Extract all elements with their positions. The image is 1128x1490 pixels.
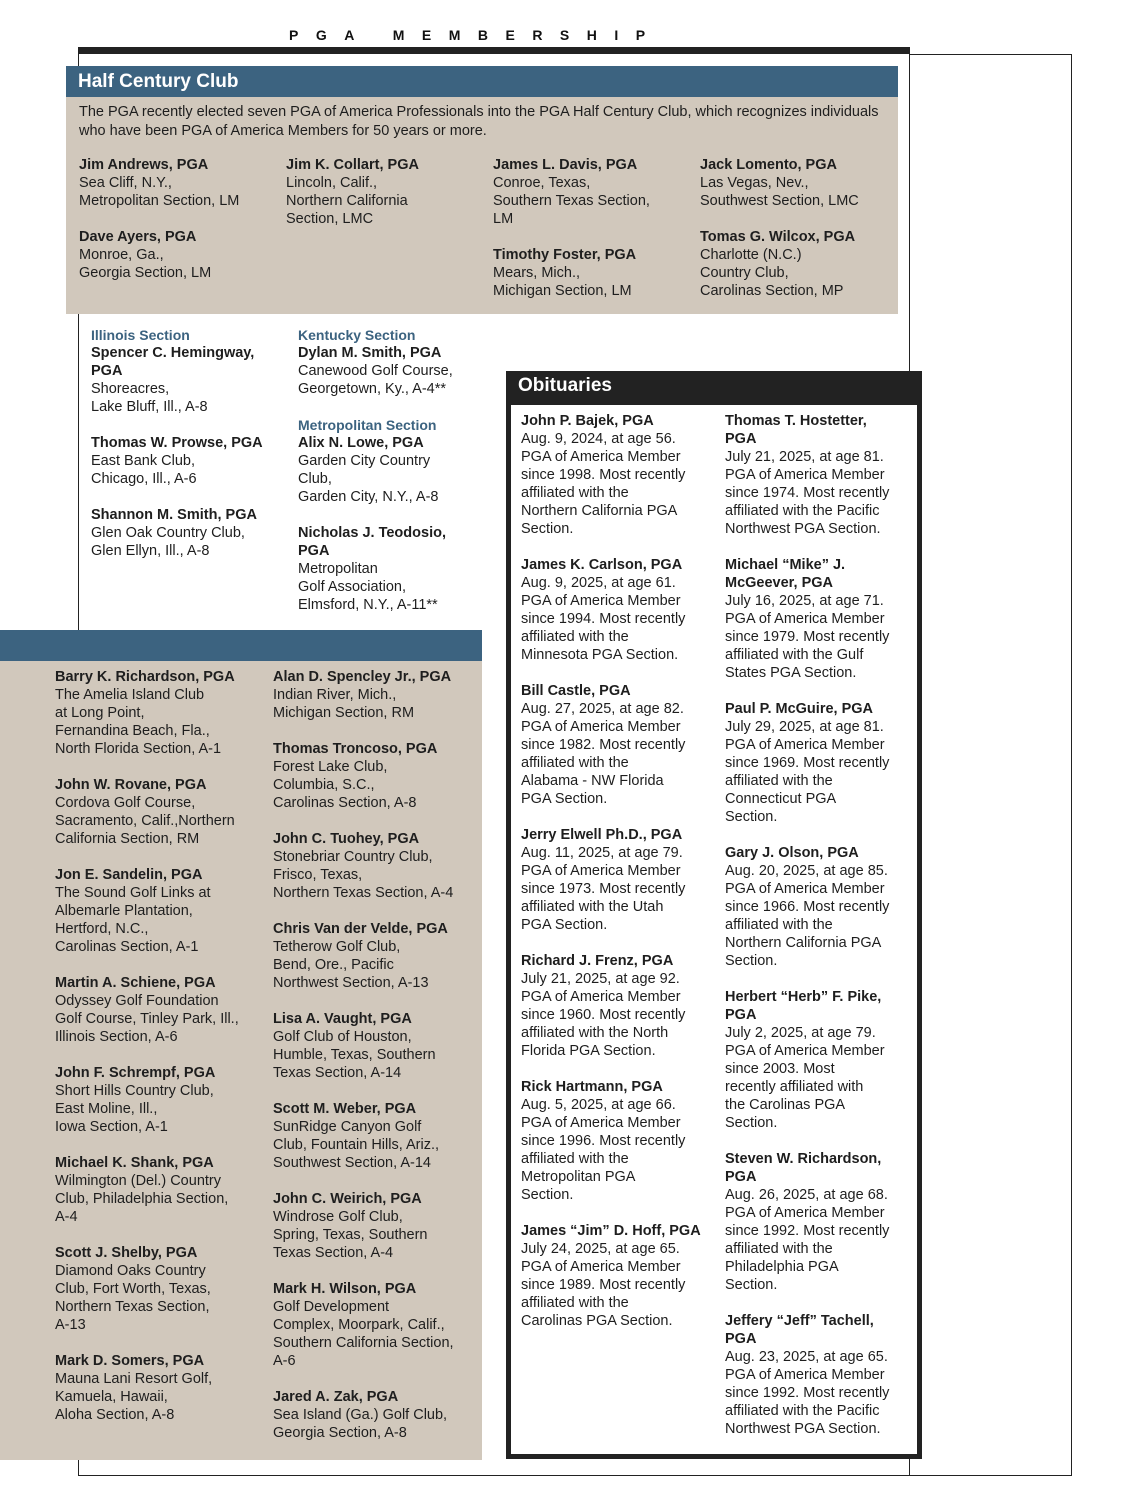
member-detail: Garden City Country bbox=[298, 453, 431, 469]
member-name-cont: McGeever, PGA bbox=[725, 575, 833, 591]
member-detail: Metropolitan bbox=[298, 561, 378, 577]
member-detail: Country Club, bbox=[700, 265, 789, 281]
member-detail: PGA Section. bbox=[521, 791, 608, 807]
member-detail: Club, Philadelphia Section, bbox=[55, 1191, 229, 1207]
member-name: Bill Castle, PGA bbox=[521, 683, 631, 699]
member-detail: Club, Fort Worth, Texas, bbox=[55, 1281, 211, 1297]
member-detail: Glen Ellyn, Ill., A-8 bbox=[91, 543, 210, 559]
member-detail: since 1960. Most recently bbox=[521, 1007, 686, 1023]
member-entry bbox=[55, 1244, 270, 1334]
member-detail: Lake Bluff, Ill., A-8 bbox=[91, 399, 208, 415]
member-name: Thomas W. Prowse, PGA bbox=[91, 435, 263, 451]
member-detail: Shoreacres, bbox=[91, 381, 170, 397]
member-detail: Florida PGA Section. bbox=[521, 1043, 656, 1059]
member-name: Herbert “Herb” F. Pike, bbox=[725, 989, 882, 1005]
member-name: Lisa A. Vaught, PGA bbox=[273, 1011, 412, 1027]
member-detail: Odyssey Golf Foundation bbox=[55, 993, 219, 1009]
member-entry bbox=[521, 412, 721, 538]
member-name-cont: PGA bbox=[725, 431, 757, 447]
member-name: Jeffery “Jeff” Tachell, bbox=[725, 1313, 874, 1329]
member-detail: Canewood Golf Course, bbox=[298, 363, 453, 379]
member-name: Thomas Troncoso, PGA bbox=[273, 741, 438, 757]
member-detail: Philadelphia PGA bbox=[725, 1259, 839, 1275]
member-name: James “Jim” D. Hoff, PGA bbox=[521, 1223, 701, 1239]
member-detail: Southern California Section, bbox=[273, 1335, 454, 1351]
member-entry bbox=[55, 1352, 270, 1424]
member-detail: Northern California PGA bbox=[725, 935, 882, 951]
member-detail: affiliated with the bbox=[521, 1295, 629, 1311]
member-detail: the Carolinas PGA bbox=[725, 1097, 846, 1113]
member-detail: Las Vegas, Nev., bbox=[700, 175, 809, 191]
member-entry bbox=[725, 988, 915, 1132]
member-detail: Cordova Golf Course, bbox=[55, 795, 196, 811]
member-detail: Northwest PGA Section. bbox=[725, 1421, 881, 1437]
member-detail: Carolinas PGA Section. bbox=[521, 1313, 673, 1329]
member-detail: Aug. 9, 2025, at age 61. bbox=[521, 575, 676, 591]
member-detail: Sea Island (Ga.) Golf Club, bbox=[273, 1407, 448, 1423]
member-detail: July 24, 2025, at age 65. bbox=[521, 1241, 680, 1257]
member-detail: Carolinas Section, A-1 bbox=[55, 939, 199, 955]
member-detail: PGA of America Member bbox=[521, 593, 681, 609]
member-detail: affiliated with the bbox=[521, 629, 629, 645]
member-detail: Albemarle Plantation, bbox=[55, 903, 193, 919]
member-detail: since 1996. Most recently bbox=[521, 1133, 686, 1149]
member-detail: Section. bbox=[725, 953, 778, 969]
member-name: Scott J. Shelby, PGA bbox=[55, 1245, 198, 1261]
member-detail: July 29, 2025, at age 81. bbox=[725, 719, 884, 735]
member-detail: Section, LMC bbox=[286, 211, 374, 227]
member-name: Nicholas J. Teodosio, bbox=[298, 525, 446, 541]
member-detail: affiliated with the bbox=[725, 917, 833, 933]
member-detail: Frisco, Texas, bbox=[273, 867, 363, 883]
member-detail: affiliated with the bbox=[725, 1241, 833, 1257]
member-detail: Hertford, N.C., bbox=[55, 921, 149, 937]
member-detail: Mears, Mich., bbox=[493, 265, 581, 281]
member-detail: Michigan Section, RM bbox=[273, 705, 415, 721]
member-detail: Alabama - NW Florida bbox=[521, 773, 664, 789]
member-detail: since 1998. Most recently bbox=[521, 467, 686, 483]
member-detail: PGA of America Member bbox=[521, 863, 681, 879]
member-entry bbox=[298, 524, 498, 614]
member-detail: Complex, Moorpark, Calif., bbox=[273, 1317, 445, 1333]
obituaries-title: Obituaries bbox=[506, 371, 922, 405]
lower-right-column bbox=[273, 668, 483, 1442]
member-detail: Carolinas Section, A-8 bbox=[273, 795, 417, 811]
member-detail: States PGA Section. bbox=[725, 665, 857, 681]
member-entry bbox=[521, 952, 721, 1060]
member-detail: Diamond Oaks Country bbox=[55, 1263, 206, 1279]
member-detail: Indian River, Mich., bbox=[273, 687, 397, 703]
page-header: PGA MEMBERSHIP bbox=[289, 27, 663, 43]
member-detail: California Section, RM bbox=[55, 831, 200, 847]
member-detail: East Moline, Ill., bbox=[55, 1101, 158, 1117]
member-entry bbox=[55, 1154, 270, 1226]
member-detail: Charlotte (N.C.) bbox=[700, 247, 802, 263]
member-detail: Golf Association, bbox=[298, 579, 406, 595]
member-name-cont: PGA bbox=[725, 1007, 757, 1023]
member-detail: Monroe, Ga., bbox=[79, 247, 164, 263]
member-detail: Aug. 26, 2025, at age 68. bbox=[725, 1187, 888, 1203]
member-detail: since 1979. Most recently bbox=[725, 629, 890, 645]
member-name-cont: PGA bbox=[725, 1331, 757, 1347]
member-detail: PGA of America Member bbox=[521, 1115, 681, 1131]
member-detail: Texas Section, A-14 bbox=[273, 1065, 402, 1081]
member-detail: Short Hills Country Club, bbox=[55, 1083, 214, 1099]
member-detail: affiliated with the bbox=[521, 1151, 629, 1167]
member-detail: July 2, 2025, at age 79. bbox=[725, 1025, 876, 1041]
member-detail: affiliated with the bbox=[521, 485, 629, 501]
member-detail: recently affiliated with bbox=[725, 1079, 864, 1095]
member-detail: Iowa Section, A-1 bbox=[55, 1119, 168, 1135]
member-name: Jared A. Zak, PGA bbox=[273, 1389, 399, 1405]
member-detail: Metropolitan PGA bbox=[521, 1169, 636, 1185]
member-detail: at Long Point, bbox=[55, 705, 145, 721]
member-entry bbox=[700, 156, 895, 210]
member-detail: affiliated with the bbox=[725, 773, 833, 789]
member-detail: since 1966. Most recently bbox=[725, 899, 890, 915]
member-detail: A-13 bbox=[55, 1317, 86, 1333]
member-detail: PGA of America Member bbox=[521, 449, 681, 465]
hcc-column-2 bbox=[286, 156, 486, 228]
member-detail: since 1992. Most recently bbox=[725, 1385, 890, 1401]
member-detail: Southern Texas Section, bbox=[493, 193, 650, 209]
member-detail: Northern California PGA bbox=[521, 503, 678, 519]
member-detail: Aug. 20, 2025, at age 85. bbox=[725, 863, 888, 879]
member-entry bbox=[273, 1388, 483, 1442]
member-name: Jon E. Sandelin, PGA bbox=[55, 867, 203, 883]
member-name: Rick Hartmann, PGA bbox=[521, 1079, 663, 1095]
member-entry bbox=[521, 1222, 721, 1330]
member-name: Alan D. Spencley Jr., PGA bbox=[273, 669, 452, 685]
member-detail: A-4 bbox=[55, 1209, 78, 1225]
member-name-cont: PGA bbox=[298, 543, 330, 559]
member-detail: PGA Section. bbox=[521, 917, 608, 933]
member-detail: affiliated with the bbox=[521, 755, 629, 771]
member-detail: Wilmington (Del.) Country bbox=[55, 1173, 221, 1189]
member-detail: Southwest Section, LMC bbox=[700, 193, 859, 209]
member-name: John W. Rovane, PGA bbox=[55, 777, 207, 793]
member-name: James L. Davis, PGA bbox=[493, 157, 638, 173]
member-name: Dave Ayers, PGA bbox=[79, 229, 197, 245]
lower-panel-title-bar bbox=[0, 630, 482, 661]
section-heading: Illinois Section bbox=[91, 327, 190, 343]
member-entry bbox=[55, 668, 270, 758]
member-name: Thomas T. Hostetter, bbox=[725, 413, 867, 429]
half-century-title: Half Century Club bbox=[66, 66, 898, 97]
member-name: Michael “Mike” J. bbox=[725, 557, 846, 573]
member-detail: PGA of America Member bbox=[521, 719, 681, 735]
member-detail: affiliated with the Pacific bbox=[725, 503, 880, 519]
member-detail: Mauna Lani Resort Golf, bbox=[55, 1371, 213, 1387]
top-rule bbox=[78, 47, 910, 54]
kentucky-metro-column bbox=[298, 326, 498, 614]
hcc-column-4 bbox=[700, 156, 895, 300]
member-name: Chris Van der Velde, PGA bbox=[273, 921, 448, 937]
member-name: Jerry Elwell Ph.D., PGA bbox=[521, 827, 683, 843]
member-detail: Carolinas Section, MP bbox=[700, 283, 844, 299]
member-entry bbox=[298, 344, 498, 398]
frame-top-right-line bbox=[909, 54, 1072, 55]
member-detail: PGA of America Member bbox=[725, 1043, 885, 1059]
member-detail: Club, bbox=[298, 471, 332, 487]
member-detail: The Amelia Island Club bbox=[55, 687, 205, 703]
member-detail: Club, Fountain Hills, Ariz., bbox=[273, 1137, 440, 1153]
member-detail: Humble, Texas, Southern bbox=[273, 1047, 436, 1063]
member-entry bbox=[55, 974, 270, 1046]
member-detail: since 1974. Most recently bbox=[725, 485, 890, 501]
member-detail: Sea Cliff, N.Y., bbox=[79, 175, 172, 191]
member-detail: Texas Section, A-4 bbox=[273, 1245, 394, 1261]
member-entry bbox=[273, 1100, 483, 1172]
member-detail: Fernandina Beach, Fla., bbox=[55, 723, 210, 739]
member-detail: Aug. 23, 2025, at age 65. bbox=[725, 1349, 888, 1365]
member-detail: affiliated with the Pacific bbox=[725, 1403, 880, 1419]
member-name: Mark D. Somers, PGA bbox=[55, 1353, 205, 1369]
member-detail: since 2003. Most bbox=[725, 1061, 835, 1077]
member-detail: LM bbox=[493, 211, 514, 227]
member-detail: Illinois Section, A-6 bbox=[55, 1029, 178, 1045]
lower-left-column bbox=[55, 668, 270, 1424]
member-name: Richard J. Frenz, PGA bbox=[521, 953, 674, 969]
member-entry bbox=[521, 682, 721, 808]
member-detail: Michigan Section, LM bbox=[493, 283, 632, 299]
member-entry bbox=[79, 228, 279, 282]
member-detail: July 21, 2025, at age 81. bbox=[725, 449, 884, 465]
member-entry bbox=[521, 556, 721, 664]
member-entry bbox=[55, 866, 270, 956]
member-entry bbox=[273, 920, 483, 992]
member-detail: PGA of America Member bbox=[521, 989, 681, 1005]
member-detail: Sacramento, Calif.,Northern bbox=[55, 813, 235, 829]
member-entry bbox=[79, 156, 279, 210]
member-detail: Elmsford, N.Y., A-11** bbox=[298, 597, 438, 613]
member-entry bbox=[493, 156, 693, 228]
member-detail: The Sound Golf Links at bbox=[55, 885, 211, 901]
member-detail: since 1992. Most recently bbox=[725, 1223, 890, 1239]
member-detail: Northwest PGA Section. bbox=[725, 521, 881, 537]
member-detail: Garden City, N.Y., A-8 bbox=[298, 489, 439, 505]
obituaries-right-column bbox=[725, 412, 915, 1438]
member-entry bbox=[273, 1010, 483, 1082]
member-name-cont: PGA bbox=[725, 1169, 757, 1185]
member-detail: Northern Texas Section, A-4 bbox=[273, 885, 454, 901]
member-name: Jim K. Collart, PGA bbox=[286, 157, 419, 173]
member-detail: PGA of America Member bbox=[725, 467, 885, 483]
member-detail: Aug. 27, 2025, at age 82. bbox=[521, 701, 684, 717]
member-name: Martin A. Schiene, PGA bbox=[55, 975, 216, 991]
member-detail: Connecticut PGA bbox=[725, 791, 837, 807]
member-detail: Golf Development bbox=[273, 1299, 390, 1315]
member-detail: Spring, Texas, Southern bbox=[273, 1227, 428, 1243]
member-name: John C. Weirich, PGA bbox=[273, 1191, 422, 1207]
member-detail: Bend, Ore., Pacific bbox=[273, 957, 394, 973]
member-name: John F. Schrempf, PGA bbox=[55, 1065, 216, 1081]
member-detail: PGA of America Member bbox=[725, 881, 885, 897]
member-name: John C. Tuohey, PGA bbox=[273, 831, 420, 847]
member-name: Barry K. Richardson, PGA bbox=[55, 669, 235, 685]
section-heading: Kentucky Section bbox=[298, 327, 416, 343]
member-name: Alix N. Lowe, PGA bbox=[298, 435, 424, 451]
member-detail: Northern California bbox=[286, 193, 408, 209]
member-detail: Aug. 11, 2025, at age 79. bbox=[521, 845, 683, 861]
member-name: Shannon M. Smith, PGA bbox=[91, 507, 257, 523]
member-detail: A-6 bbox=[273, 1353, 296, 1369]
member-detail: PGA of America Member bbox=[521, 1259, 681, 1275]
hcc-column-3 bbox=[493, 156, 693, 300]
member-entry bbox=[298, 434, 498, 506]
member-name: Scott M. Weber, PGA bbox=[273, 1101, 417, 1117]
member-detail: PGA of America Member bbox=[725, 737, 885, 753]
member-name-cont: PGA bbox=[91, 363, 123, 379]
half-century-intro: The PGA recently elected seven PGA of America Professionals into the PGA Half Century Club, which recognizes individuals who have been PGA of America Members for 50 years or more. bbox=[79, 104, 879, 139]
member-detail: Georgetown, Ky., A-4** bbox=[298, 381, 447, 397]
member-entry bbox=[521, 1078, 721, 1204]
member-entry bbox=[725, 412, 915, 538]
member-name: Paul P. McGuire, PGA bbox=[725, 701, 874, 717]
member-entry bbox=[725, 844, 915, 970]
member-entry bbox=[273, 1280, 483, 1370]
member-entry bbox=[273, 668, 483, 722]
member-name: Gary J. Olson, PGA bbox=[725, 845, 859, 861]
member-detail: PGA of America Member bbox=[725, 1205, 885, 1221]
frame-right-line bbox=[1071, 54, 1072, 1476]
member-detail: Golf Course, Tinley Park, Ill., bbox=[55, 1011, 239, 1027]
member-name: Mark H. Wilson, PGA bbox=[273, 1281, 417, 1297]
member-name: Jim Andrews, PGA bbox=[79, 157, 209, 173]
member-detail: Glen Oak Country Club, bbox=[91, 525, 245, 541]
member-detail: PGA of America Member bbox=[725, 1367, 885, 1383]
member-detail: Georgia Section, A-8 bbox=[273, 1425, 407, 1441]
member-entry bbox=[725, 700, 915, 826]
member-detail: Lincoln, Calif., bbox=[286, 175, 378, 191]
member-entry bbox=[55, 1064, 270, 1136]
member-detail: Tetherow Golf Club, bbox=[273, 939, 401, 955]
member-detail: since 1994. Most recently bbox=[521, 611, 686, 627]
member-name: Jack Lomento, PGA bbox=[700, 157, 837, 173]
member-entry bbox=[521, 826, 721, 934]
member-name: James K. Carlson, PGA bbox=[521, 557, 683, 573]
member-detail: Aug. 5, 2025, at age 66. bbox=[521, 1097, 676, 1113]
member-detail: Kamuela, Hawaii, bbox=[55, 1389, 168, 1405]
member-entry bbox=[725, 1150, 915, 1294]
member-detail: since 1973. Most recently bbox=[521, 881, 686, 897]
illinois-section-column bbox=[91, 326, 291, 560]
member-detail: July 21, 2025, at age 92. bbox=[521, 971, 680, 987]
member-detail: affiliated with the North bbox=[521, 1025, 669, 1041]
member-entry bbox=[286, 156, 486, 228]
member-entry bbox=[91, 506, 291, 560]
member-entry bbox=[700, 228, 895, 300]
member-detail: Aug. 9, 2024, at age 56. bbox=[521, 431, 676, 447]
member-detail: since 1969. Most recently bbox=[725, 755, 890, 771]
member-detail: Section. bbox=[725, 1115, 778, 1131]
member-detail: Forest Lake Club, bbox=[273, 759, 388, 775]
member-detail: affiliated with the Gulf bbox=[725, 647, 864, 663]
member-entry bbox=[725, 1312, 915, 1438]
member-name: Tomas G. Wilcox, PGA bbox=[700, 229, 856, 245]
hcc-column-1 bbox=[79, 156, 279, 282]
member-entry bbox=[273, 1190, 483, 1262]
member-detail: Section. bbox=[521, 521, 574, 537]
section-heading: Metropolitan Section bbox=[298, 417, 437, 433]
member-detail: Minnesota PGA Section. bbox=[521, 647, 679, 663]
member-detail: Golf Club of Houston, bbox=[273, 1029, 412, 1045]
member-detail: Section. bbox=[725, 1277, 778, 1293]
member-name: Michael K. Shank, PGA bbox=[55, 1155, 214, 1171]
member-detail: July 16, 2025, at age 71. bbox=[725, 593, 884, 609]
member-detail: affiliated with the Utah bbox=[521, 899, 664, 915]
member-detail: Southwest Section, A-14 bbox=[273, 1155, 431, 1171]
member-detail: North Florida Section, A-1 bbox=[55, 741, 222, 757]
member-detail: Northwest Section, A-13 bbox=[273, 975, 429, 991]
member-detail: since 1982. Most recently bbox=[521, 737, 686, 753]
member-name: Timothy Foster, PGA bbox=[493, 247, 637, 263]
member-detail: Aloha Section, A-8 bbox=[55, 1407, 175, 1423]
member-detail: Section. bbox=[521, 1187, 574, 1203]
member-detail: PGA of America Member bbox=[725, 611, 885, 627]
member-entry bbox=[91, 344, 291, 416]
member-entry bbox=[55, 776, 270, 848]
member-detail: Columbia, S.C., bbox=[273, 777, 375, 793]
member-detail: Georgia Section, LM bbox=[79, 265, 212, 281]
member-detail: Section. bbox=[725, 809, 778, 825]
member-detail: Stonebriar Country Club, bbox=[273, 849, 433, 865]
member-detail: SunRidge Canyon Golf bbox=[273, 1119, 422, 1135]
member-name: Steven W. Richardson, bbox=[725, 1151, 882, 1167]
member-name: John P. Bajek, PGA bbox=[521, 413, 654, 429]
member-entry bbox=[725, 556, 915, 682]
obituaries-left-column bbox=[521, 412, 721, 1330]
member-detail: Metropolitan Section, LM bbox=[79, 193, 240, 209]
member-detail: Chicago, Ill., A-6 bbox=[91, 471, 197, 487]
frame-bottom-line bbox=[78, 1475, 1072, 1476]
member-entry bbox=[273, 830, 483, 902]
member-detail: Windrose Golf Club, bbox=[273, 1209, 403, 1225]
member-entry bbox=[493, 246, 693, 300]
member-detail: East Bank Club, bbox=[91, 453, 195, 469]
member-detail: Conroe, Texas, bbox=[493, 175, 591, 191]
member-entry bbox=[91, 434, 291, 488]
member-name: Spencer C. Hemingway, bbox=[91, 345, 255, 361]
member-name: Dylan M. Smith, PGA bbox=[298, 345, 442, 361]
member-detail: Northern Texas Section, bbox=[55, 1299, 210, 1315]
member-entry bbox=[273, 740, 483, 812]
member-detail: since 1989. Most recently bbox=[521, 1277, 686, 1293]
